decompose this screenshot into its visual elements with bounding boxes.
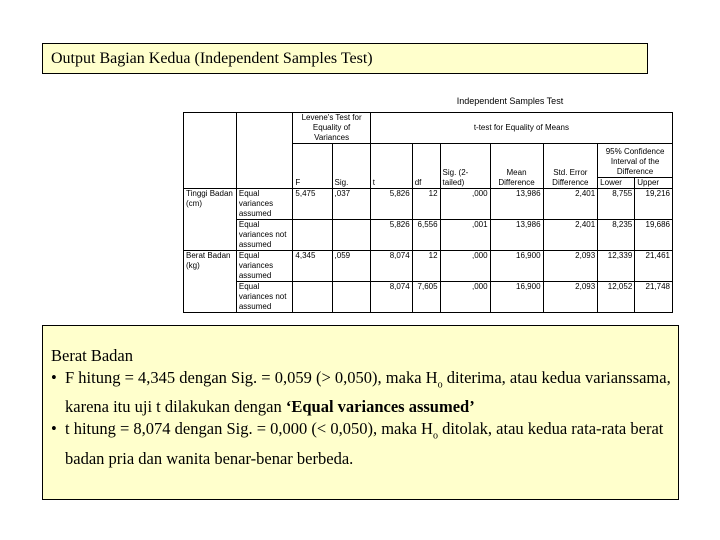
cell-mean-diff: 16,900 [490, 251, 543, 282]
cell-sig2: ,000 [440, 282, 490, 313]
cell-f: 4,345 [293, 251, 332, 282]
cell-upper: 21,461 [635, 251, 673, 282]
ttest-header: t-test for Equality of Means [370, 113, 672, 144]
row-assumption: Equal variances not assumed [236, 282, 293, 313]
cell-mean-diff: 13,986 [490, 220, 543, 251]
cell-mean-diff: 16,900 [490, 282, 543, 313]
col-sig2: Sig. (2-tailed) [440, 144, 490, 189]
cell-se-diff: 2,401 [543, 189, 598, 220]
cell-f: 5,475 [293, 189, 332, 220]
spss-output [185, 96, 675, 311]
cell-se-diff: 2,093 [543, 251, 598, 282]
table-row [184, 282, 673, 313]
row-assumption: Equal variances assumed [236, 251, 293, 282]
corner-cell [184, 113, 237, 189]
col-se-diff: Std. Error Difference [543, 144, 598, 189]
cell-sig [332, 220, 370, 251]
cell-df: 12 [412, 251, 440, 282]
cell-f [293, 220, 332, 251]
table-row [184, 220, 673, 251]
col-lower: Lower [598, 178, 635, 189]
col-mean-diff: Mean Difference [490, 144, 543, 189]
bullet-text: ditolak, atau kedua rata-rata berat badan pria dan wanita benar-benar berbeda. [65, 419, 664, 468]
levene-header: Levene's Test for Equality of Variances [293, 113, 370, 144]
spss-table-title: Independent Samples Test [456, 96, 564, 106]
bullet-icon: • [51, 368, 57, 387]
cell-sig [332, 282, 370, 313]
cell-upper: 19,686 [635, 220, 673, 251]
row-assumption: Equal variances not assumed [236, 220, 293, 251]
bullet-text: F hitung = 4,345 dengan Sig. = 0,059 (> 0,050), maka H [65, 368, 438, 387]
col-f: F [293, 144, 332, 189]
cell-sig: ,037 [332, 189, 370, 220]
cell-lower: 8,755 [598, 189, 635, 220]
cell-lower: 12,339 [598, 251, 635, 282]
cell-df: 6,556 [412, 220, 440, 251]
cell-upper: 19,216 [635, 189, 673, 220]
interpretation-heading: Berat Badan [51, 346, 134, 365]
cell-se-diff: 2,093 [543, 282, 598, 313]
subscript: o [432, 430, 438, 442]
cell-sig2: ,001 [440, 220, 490, 251]
table-row [184, 189, 673, 220]
cell-df: 12 [412, 189, 440, 220]
row-group-label: Berat Badan (kg) [184, 251, 237, 313]
cell-t: 8,074 [370, 282, 412, 313]
cell-mean-diff: 13,986 [490, 189, 543, 220]
interpretation-box [42, 325, 679, 500]
cell-se-diff: 2,401 [543, 220, 598, 251]
bold-text: ‘Equal variances assumed’ [285, 397, 475, 417]
table-row [184, 251, 673, 282]
section-title-box [42, 43, 648, 74]
bullet-text: diterima, atau kedua varianssama, karena itu uji t dilakukan dengan [65, 368, 671, 417]
row-group-label: Tinggi Badan (cm) [184, 189, 237, 251]
independent-samples-table [183, 112, 673, 313]
ci-header: 95% Confidence Interval of the Difference [598, 144, 673, 178]
cell-f [293, 282, 332, 313]
cell-t: 5,826 [370, 220, 412, 251]
col-df: df [412, 144, 440, 189]
cell-t: 5,826 [370, 189, 412, 220]
bullet-icon: • [51, 419, 57, 439]
col-sig: Sig. [332, 144, 370, 189]
cell-t: 8,074 [370, 251, 412, 282]
cell-sig: ,059 [332, 251, 370, 282]
bullet-f-test [51, 367, 672, 418]
bullet-text: t hitung = 8,074 dengan Sig. = 0,000 (< 0,050), maka H [65, 419, 433, 439]
col-t: t [370, 144, 412, 189]
cell-sig2: ,000 [440, 251, 490, 282]
cell-upper: 21,748 [635, 282, 673, 313]
col-upper: Upper [635, 178, 673, 189]
subscript: o [437, 379, 443, 391]
corner-cell [236, 113, 293, 189]
cell-sig2: ,000 [440, 189, 490, 220]
cell-lower: 12,052 [598, 282, 635, 313]
bullet-t-test [51, 418, 672, 469]
section-title: Output Bagian Kedua (Independent Samples Test) [51, 50, 373, 67]
cell-lower: 8,235 [598, 220, 635, 251]
cell-df: 7,605 [412, 282, 440, 313]
row-assumption: Equal variances assumed [236, 189, 293, 220]
